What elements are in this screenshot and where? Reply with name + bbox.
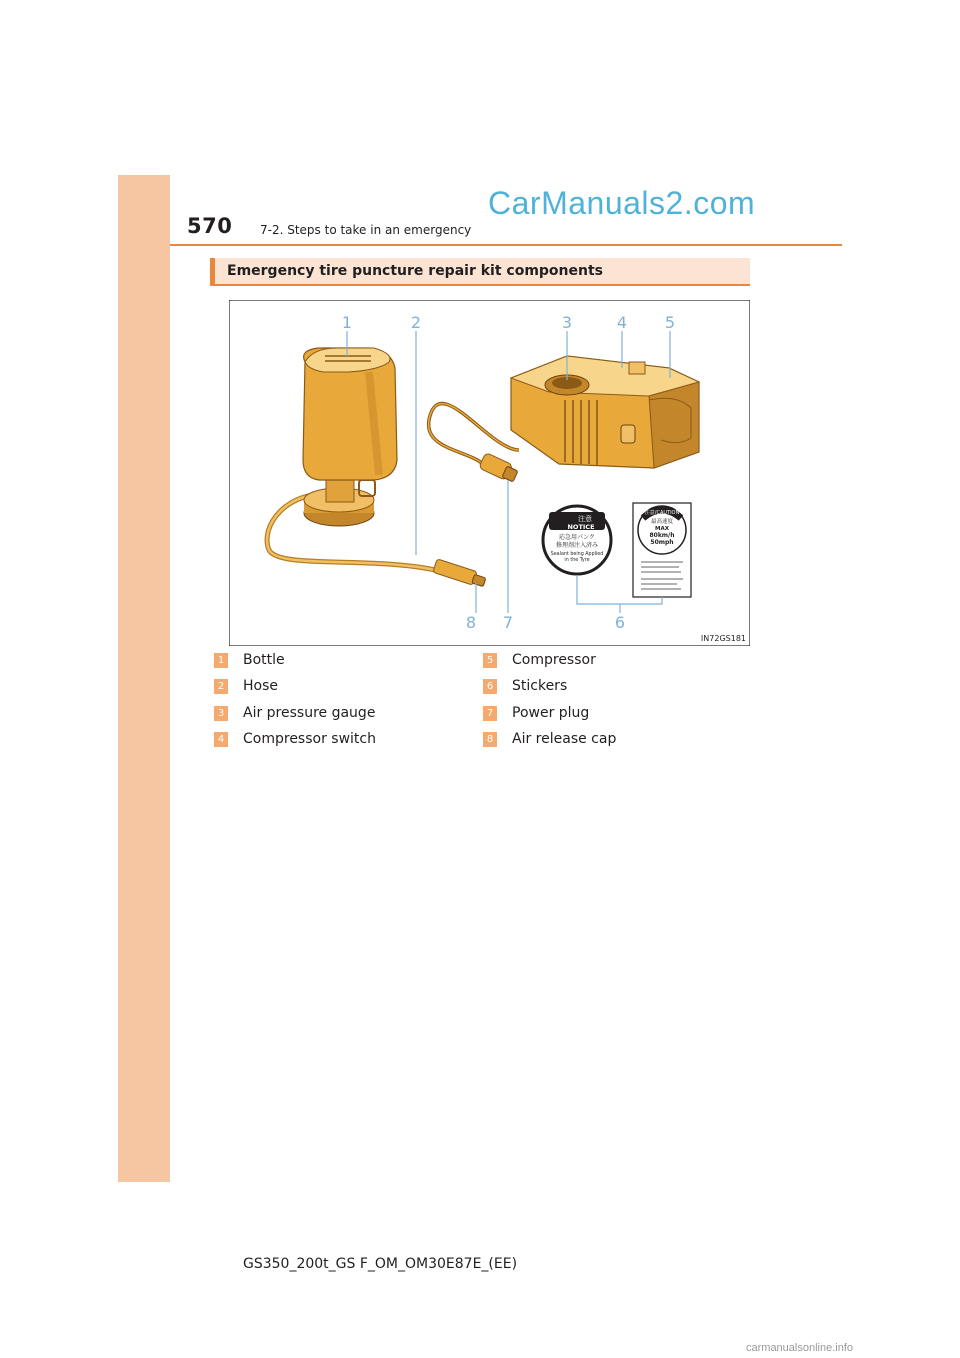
watermark-logo: CarManuals2.com <box>488 185 756 221</box>
legend-number: 5 <box>483 653 497 668</box>
speed-caution-sticker <box>633 503 691 597</box>
section-title: 7-2. Steps to take in an emergency <box>260 223 472 237</box>
sticker1-en-line2: in the Tyre <box>564 558 590 563</box>
chapter-sidebar-tab <box>118 175 170 1182</box>
callout-4: 4 <box>616 313 628 332</box>
legend-label: Air release cap <box>512 731 617 747</box>
subheading <box>210 258 750 286</box>
repair-kit-illustration <box>229 300 750 646</box>
legend-label: Air pressure gauge <box>243 705 376 721</box>
callout-5: 5 <box>664 313 676 332</box>
legend-number: 3 <box>214 706 228 721</box>
legend-number: 6 <box>483 679 497 694</box>
callout-6: 6 <box>614 613 626 632</box>
page-number: 570 <box>187 214 233 238</box>
sticker2-max: MAX <box>655 526 669 532</box>
legend-label: Compressor switch <box>243 731 376 747</box>
sticker1-jp-line2: 修理剤注入済み <box>555 542 599 549</box>
header-rule <box>170 244 842 246</box>
callout-7: 7 <box>502 613 514 632</box>
legend-label: Stickers <box>512 678 568 694</box>
legend-number: 2 <box>214 679 228 694</box>
sticker2-caution: 注意/CAUTION <box>644 510 680 516</box>
legend-number: 7 <box>483 706 497 721</box>
sticker1-en-top: NOTICE <box>567 523 595 531</box>
callout-2: 2 <box>410 313 422 332</box>
sticker1-jp-line1: 応急用パンク <box>559 534 595 541</box>
legend-label: Compressor <box>512 652 596 668</box>
sticker1-en-line1: Sealant being Applied <box>550 552 604 557</box>
callout-3: 3 <box>561 313 573 332</box>
subheading-text: Emergency tire puncture repair kit components <box>227 263 604 279</box>
legend-number: 4 <box>214 732 228 747</box>
legend-number: 1 <box>214 653 228 668</box>
legend-label: Power plug <box>512 705 590 721</box>
legend-number: 8 <box>483 732 497 747</box>
callout-1: 1 <box>341 313 353 332</box>
legend-label: Bottle <box>243 652 285 668</box>
figure-code: IN72GS181 <box>700 634 746 643</box>
bottom-watermark: carmanualsonline.info <box>746 1342 854 1354</box>
callout-8: 8 <box>465 613 477 632</box>
document-footer: GS350_200t_GS F_OM_OM30E87E_(EE) <box>243 1256 518 1272</box>
sticker2-mph: 50mph <box>650 539 674 546</box>
notice-sticker <box>543 506 611 574</box>
sticker2-jp-top: 最高速度 <box>650 519 674 525</box>
legend-label: Hose <box>243 678 278 694</box>
sticker1-jp-top: 注意 <box>578 515 592 523</box>
sticker2-kmh: 80km/h <box>649 532 675 539</box>
